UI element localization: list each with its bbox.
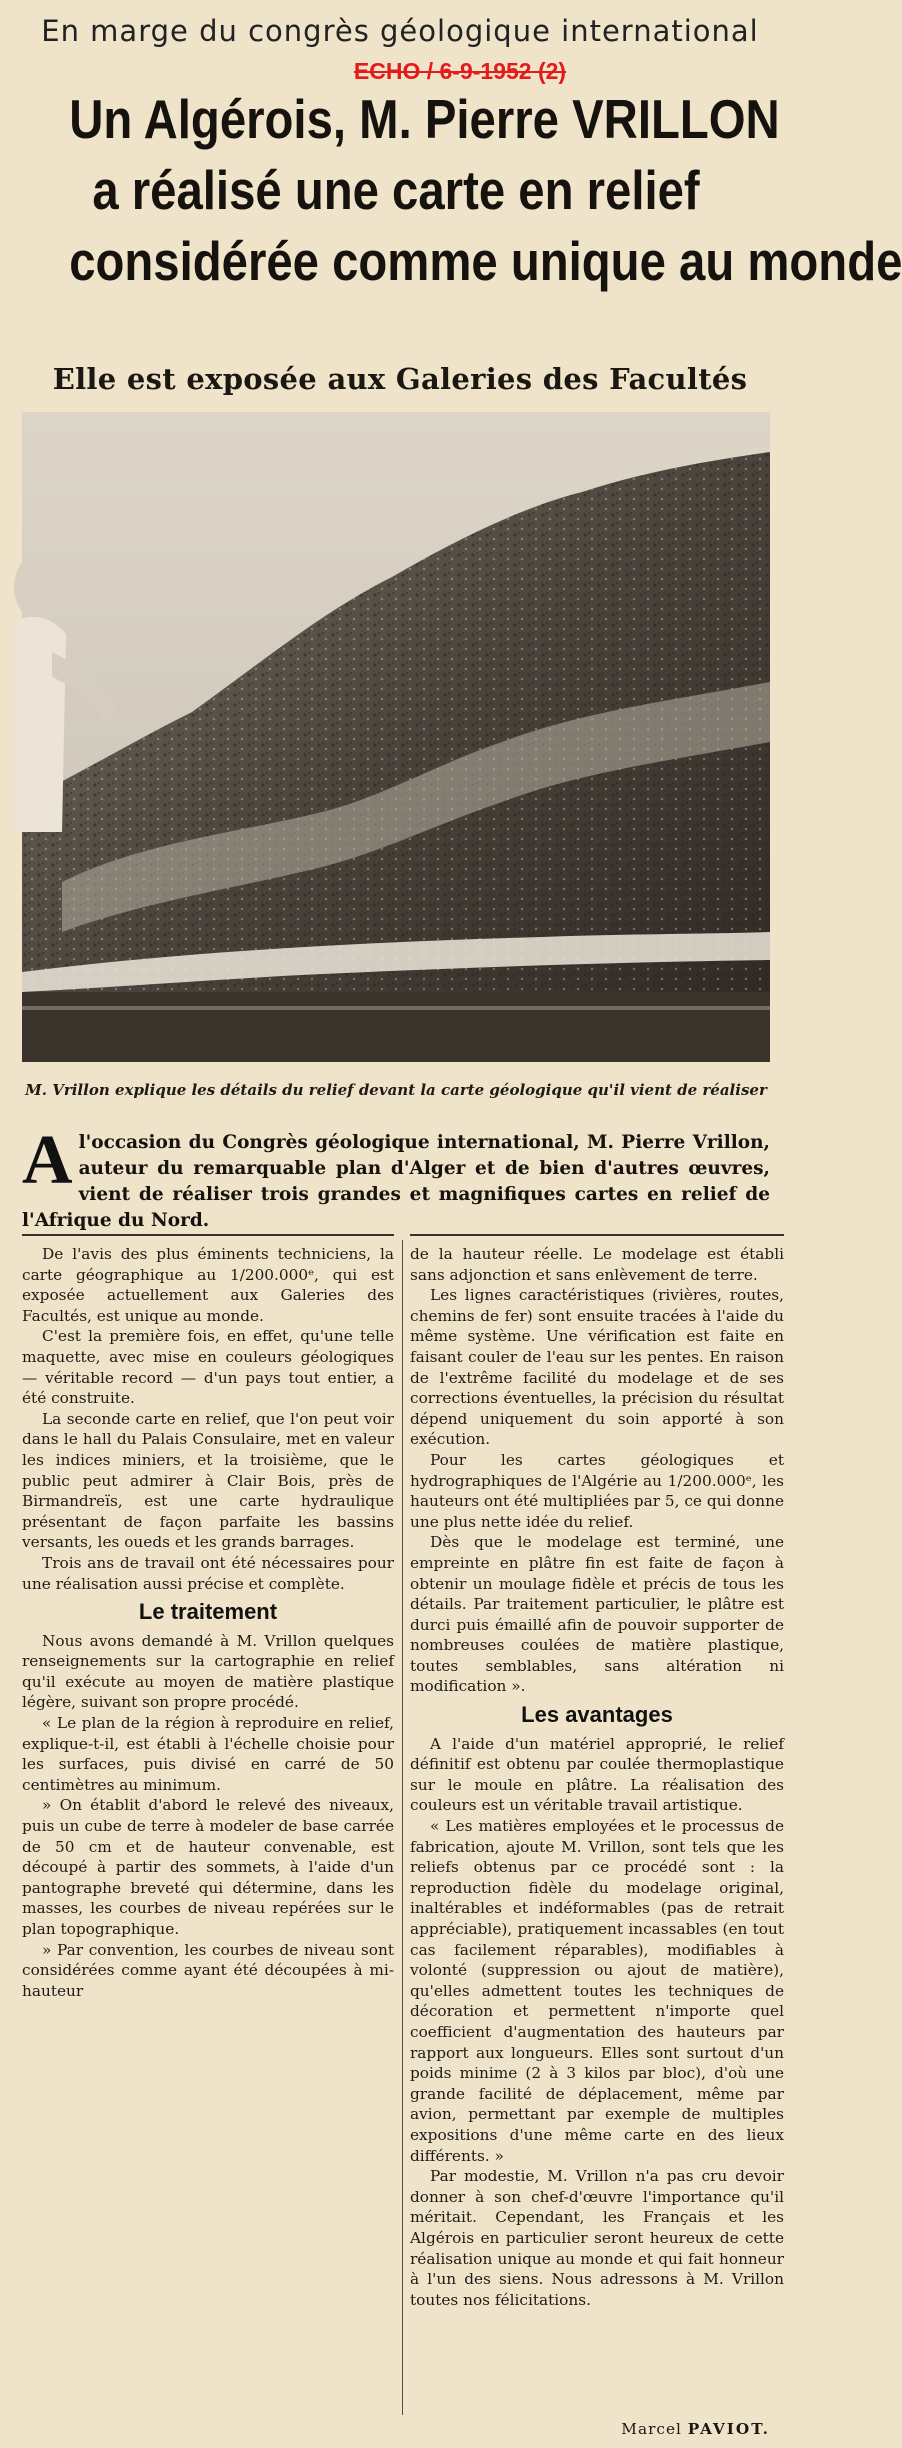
paragraph: De l'avis des plus éminents techniciens, la carte géographique au 1/200.000ᵉ, qui est exposée actuellement aux Galeries des Facultés, est unique au monde. (22, 1245, 394, 1325)
drop-cap: A (22, 1122, 73, 1199)
column-top-rule-right (410, 1234, 784, 1236)
paragraph: Nous avons demandé à M. Vrillon quelques renseignements sur la cartographie en relief qu'il exécute au moyen de matière plastique légère, suivant son propre procédé. (22, 1631, 394, 1712)
lead-paragraph (22, 1122, 770, 1234)
archive-stamp: ECHO / 6-9-1952 (2) (353, 58, 567, 84)
photo-caption: M. Vrillon explique les détails du relief devant la carte géologique qu'il vient de réaliser (25, 1081, 767, 1099)
lead-text: l'occasion du Congrès géologique international, M. Pierre Vrillon, auteur du remarquable plan d'Alger et de bien d'autres œuvres, vient de réaliser trois grandes et magnifiques cartes en relief de l'Afrique du Nord. (22, 1132, 770, 1231)
kicker: En marge du congrès géologique international (41, 14, 759, 48)
relief-map-photo (22, 412, 770, 1062)
paragraph: « Les matières employées et le processus de fabrication, ajoute M. Vrillon, sont tels que les reliefs obtenus par ce procédé sont : la reproduction fidèle du modelage original, inaltérables et indéformables (pas de retrait appréciable), pratiquement incassables (en tout cas facilement réparables), modifiables à volonté (suppression ou ajout de matière), qu'elles admettent toutes les techniques de décoration et permettent n'importe quel coefficient d'augmentation des hauteurs par rapport aux longueurs. Elles sont surtout d'un poids minime (2 à 3 kilos par bloc), d'où une grande facilité de déplacement, même par avion, permettant par exemple de multiples expositions d'une même carte en des lieux différents. » (410, 1817, 784, 2165)
paragraph: » Par convention, les courbes de niveau sont considérées comme ayant été découpées à mi-hauteur (22, 1940, 394, 2000)
headline-line-3: considérée comme unique au monde (69, 230, 902, 292)
paragraph: Pour les cartes géologiques et hydrographiques de l'Algérie au 1/200.000ᵉ, les hauteurs ont été multipliées par 5, ce qui donne une plus nette idée du relief. (410, 1450, 784, 1531)
paragraph: Par modestie, M. Vrillon n'a pas cru devoir donner à son chef-d'œuvre l'importance qu'il méritait. Cependant, les Français et les Algérois en particulier seront heureux de cette réalisation unique au monde et qui fait honneur à l'un des siens. Nous adressons à M. Vrillon toutes nos félicitations. (410, 2167, 784, 2309)
subheadline: Elle est exposée aux Galeries des Facultés (52, 362, 748, 396)
paragraph: » On établit d'abord le relevé des niveaux, puis un cube de terre à modeler de base carrée de 50 cm et de hauteur convenable, est découpé à partir des sommets, à l'aide d'un pantographe breveté qui détermine, dans les masses, les courbes de niveau repérées sur le plan topographique. (22, 1796, 394, 1938)
author-signature (580, 2420, 770, 2438)
column-right (410, 1244, 784, 2310)
section-title-traitement: Le traitement (138, 1599, 278, 1625)
headline-line-1: Un Algérois, M. Pierre VRILLON (69, 88, 780, 150)
paragraph: La seconde carte en relief, que l'on peut voir dans le hall du Palais Consulaire, met en valeur les indices miniers, et la troisième, que le public peut admirer à Clair Bois, près de Birmandreïs, est une carte hydraulique présentant de façon parfaite les bassins versants, les oueds et les grands barrages. (22, 1409, 394, 1552)
paragraph: de la hauteur réelle. Le modelage est établi sans adjonction et sans enlèvement de terre. (410, 1245, 784, 1284)
headline (69, 84, 902, 297)
paragraph: A l'aide d'un matériel approprié, le relief définitif est obtenu par coulée thermoplastique sur le moule en plâtre. La réalisation des couleurs est un véritable travail artistique. (410, 1734, 784, 1815)
column-divider (402, 1240, 403, 2415)
paragraph: « Le plan de la région à reproduire en relief, explique-t-il, est établi à l'échelle choisie pour les surfaces, puis divisé en carré de 50 centimètres au minimum. (22, 1714, 394, 1794)
paragraph: Dès que le modelage est terminé, une empreinte en plâtre fin est faite de façon à obtenir un moulage fidèle et précis de tous les détails. Par traitement particulier, le plâtre est durci puis émaillé afin de pouvoir supporter de nombreuses coulées de matière plastique, toutes semblables, sans altération ni modification ». (410, 1533, 784, 1696)
paragraph: Les lignes caractéristiques (rivières, routes, chemins de fer) sont ensuite tracées à l'aide du même système. Une vérification est faite en faisant couler de l'eau sur les pentes. En raison de l'extrême facilité du modelage et de ses corrections éventuelles, la précision du résultat dépend uniquement du soin apporté à son exécution. (410, 1286, 784, 1449)
headline-line-2: a réalisé une carte en relief (92, 159, 700, 221)
signature-first-name: Marcel (621, 2420, 682, 2438)
signature-last-name: PAVIOT. (687, 2420, 770, 2438)
paragraph: Trois ans de travail ont été nécessaires pour une réalisation aussi précise et complète. (22, 1553, 394, 1593)
column-left (22, 1244, 394, 2001)
photo-illustration (22, 412, 770, 1062)
paragraph: C'est la première fois, en effet, qu'une telle maquette, avec mise en couleurs géologiques — véritable record — d'un pays tout entier, a été construite. (22, 1327, 394, 1408)
column-top-rule-left (22, 1234, 394, 1236)
section-title-avantages: Les avantages (521, 1702, 673, 1728)
